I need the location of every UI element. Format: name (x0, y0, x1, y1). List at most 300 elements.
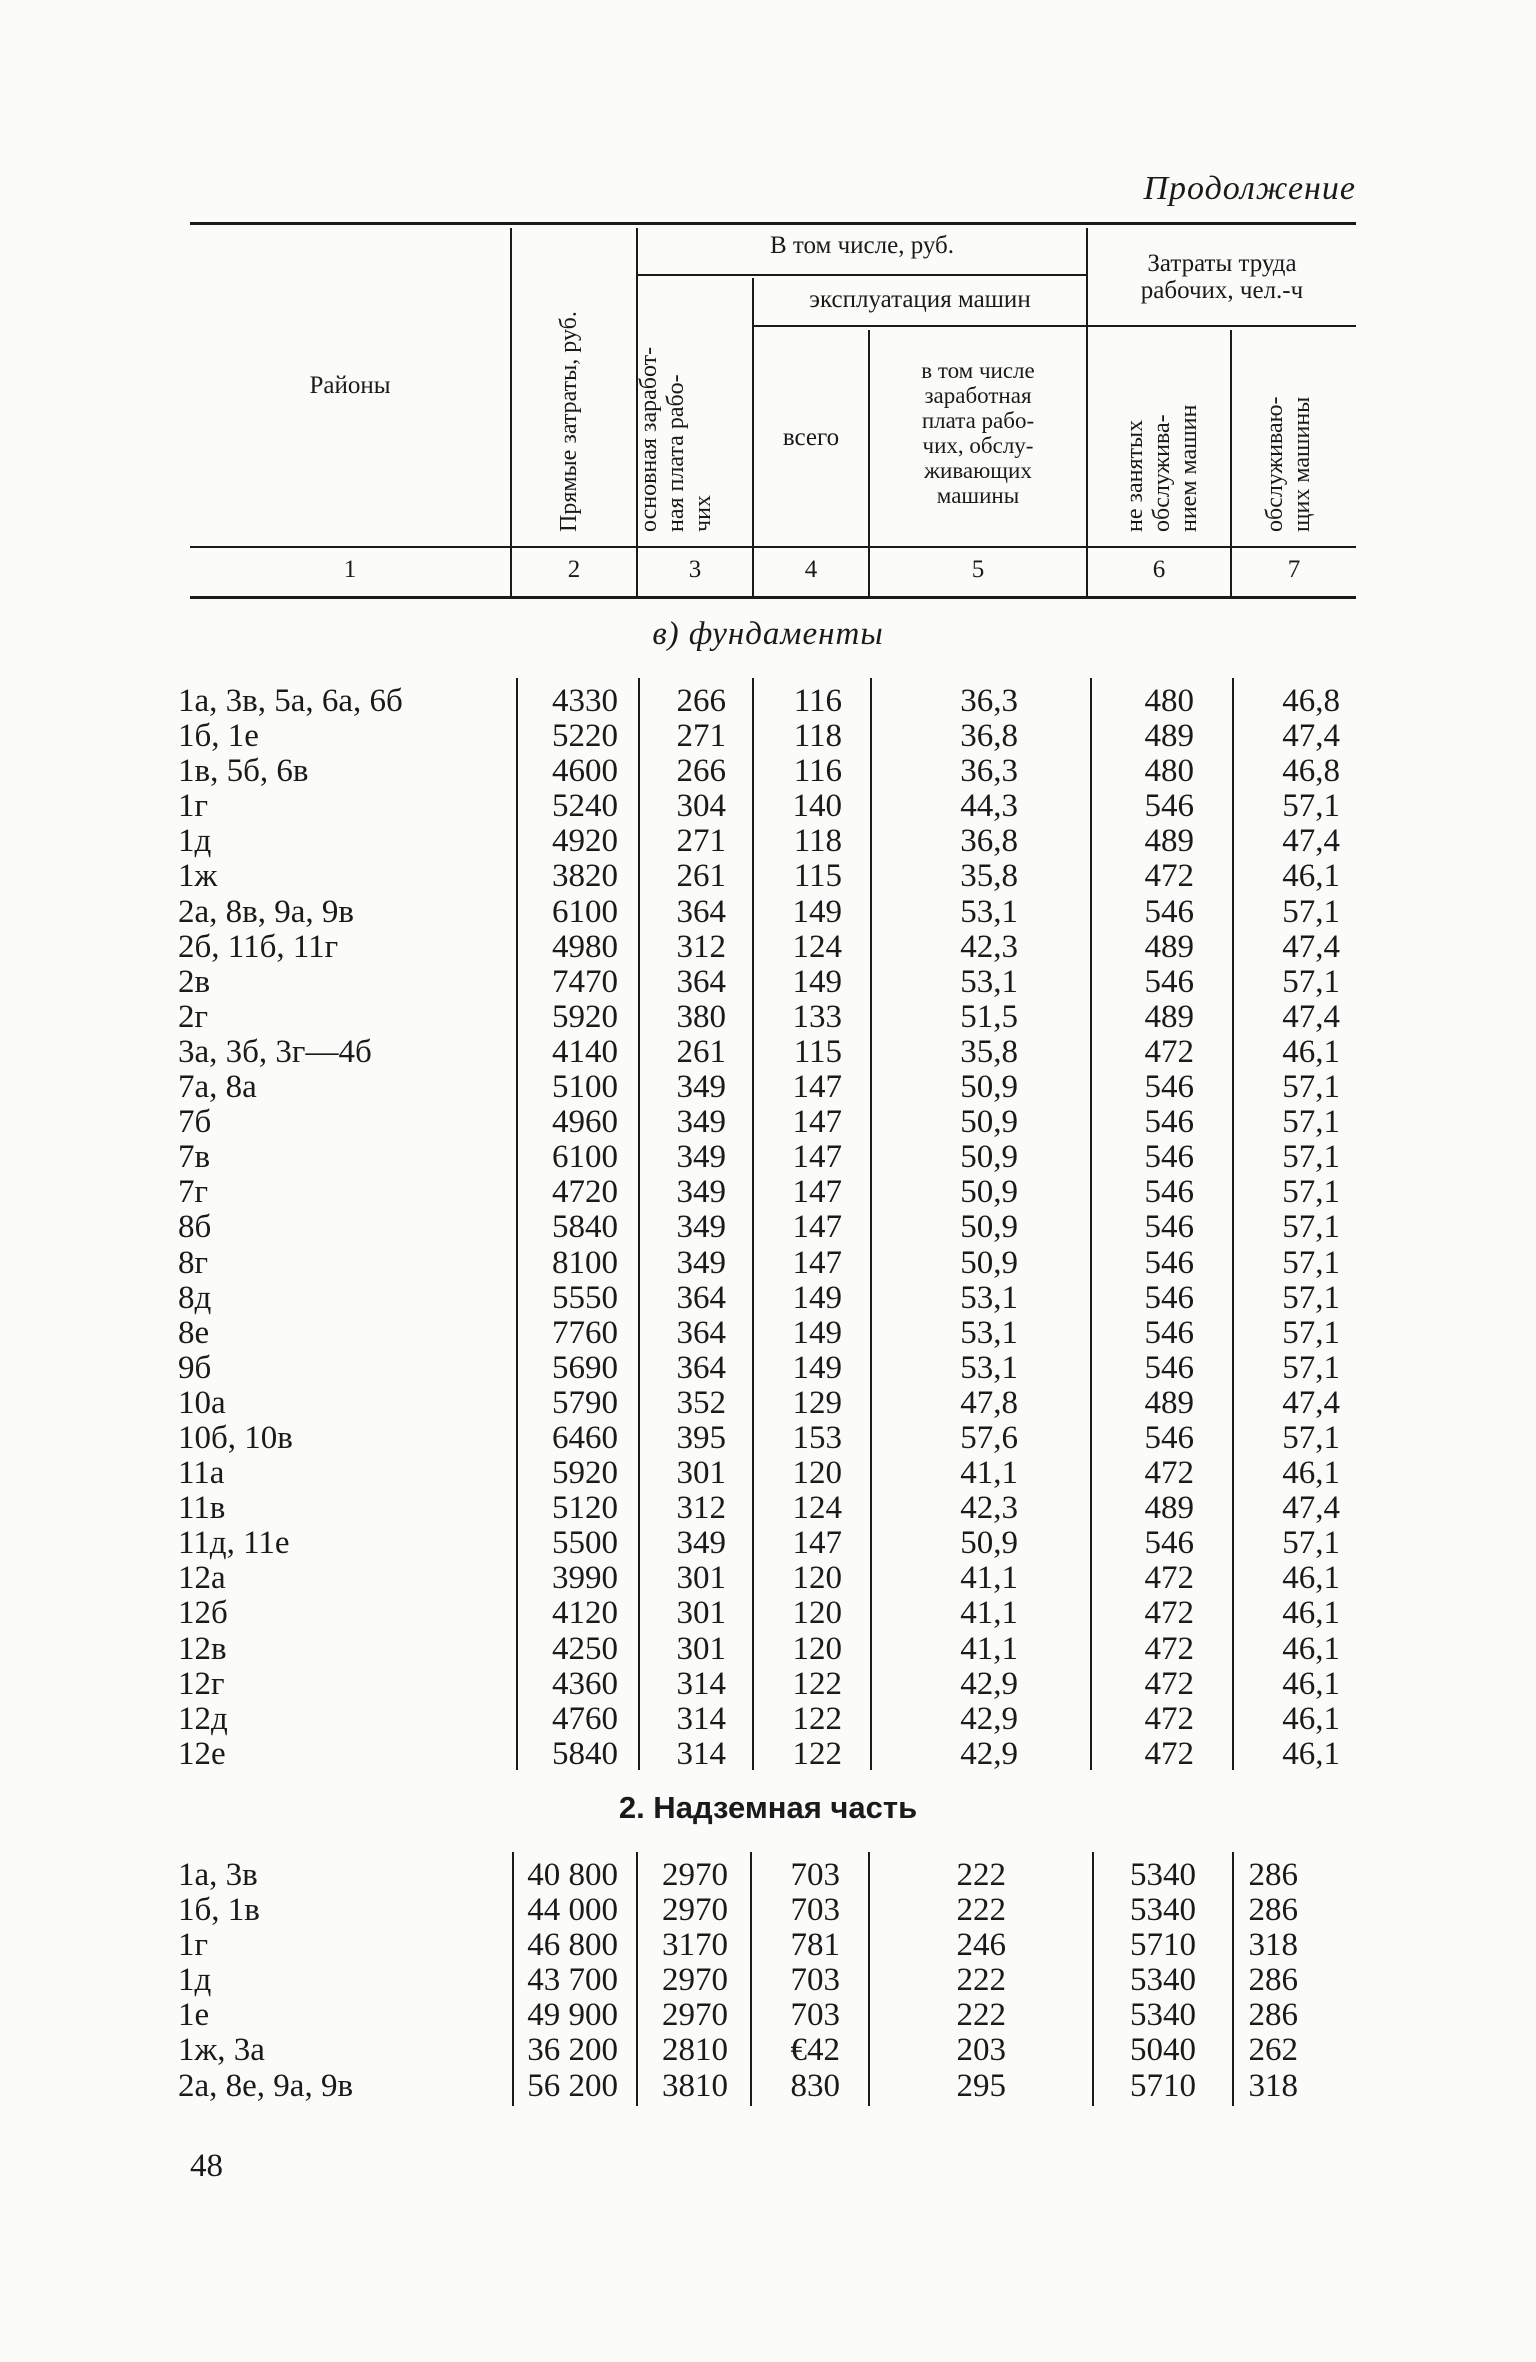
value-cell-c4: 115 (793, 1033, 842, 1070)
region-cell: 12е (178, 1735, 226, 1772)
value-cell-c2: 6100 (552, 1139, 618, 1176)
region-cell: 11а (178, 1455, 225, 1492)
value-cell-c7: 46,8 (1282, 683, 1340, 719)
value-cell-c6: 489 (1144, 998, 1194, 1035)
value-cell-c3: 352 (676, 1384, 726, 1421)
above-ground-rows (0, 1858, 1536, 2104)
table-row (0, 1561, 1536, 1596)
value-cell-c2: 4720 (552, 1174, 618, 1211)
section-title-foundations: в) фундаменты (652, 616, 884, 652)
value-cell-c5: 36,3 (960, 683, 1018, 719)
value-cell-c4: 120 (792, 1630, 842, 1667)
region-cell: 1а, 3в (178, 1857, 258, 1893)
value-cell-c5: 36,8 (960, 718, 1018, 755)
header-subrule (754, 325, 1086, 327)
value-cell-c3: 314 (676, 1700, 726, 1737)
value-cell-c2: 5840 (552, 1735, 618, 1772)
header-labor-costs: Затраты труда рабочих, чел.-ч (1140, 250, 1304, 304)
table-row (0, 1928, 1536, 1963)
value-cell-c2: 3990 (552, 1560, 618, 1597)
value-cell-c2: 3820 (552, 858, 618, 895)
value-cell-c3: 349 (676, 1244, 726, 1281)
value-cell-c7: 46,1 (1282, 1595, 1340, 1632)
table-row (0, 719, 1536, 754)
value-cell-c2: 5790 (552, 1384, 618, 1421)
value-cell-c4: 147 (792, 1139, 842, 1176)
value-cell-c4: €42 (790, 2032, 840, 2069)
value-cell-c6: 5040 (1130, 2032, 1196, 2069)
value-cell-c4: 115 (793, 858, 842, 895)
value-cell-c6: 546 (1144, 788, 1194, 825)
value-cell-c4: 703 (790, 1892, 840, 1929)
value-cell-c6: 546 (1144, 1525, 1194, 1562)
value-cell-c6: 489 (1144, 718, 1194, 755)
region-cell: 7а, 8а (178, 1069, 257, 1106)
value-cell-c6: 489 (1144, 928, 1194, 965)
value-cell-c2: 4960 (552, 1104, 618, 1141)
value-cell-c4: 118 (793, 718, 842, 755)
value-cell-c5: 42,9 (960, 1735, 1018, 1772)
table-row (0, 824, 1536, 859)
col-number: 5 (971, 556, 985, 583)
region-cell: 3а, 3б, 3г—4б (178, 1033, 372, 1070)
value-cell-c3: 312 (676, 928, 726, 965)
value-cell-c5: 47,8 (960, 1384, 1018, 1421)
value-cell-c2: 5220 (552, 718, 618, 755)
value-cell-c6: 546 (1144, 1069, 1194, 1106)
value-cell-c5: 50,9 (960, 1244, 1018, 1281)
region-cell: 12в (178, 1630, 227, 1667)
region-cell: 1г (178, 788, 209, 825)
value-cell-c4: 122 (792, 1735, 842, 1772)
value-cell-c7: 57,1 (1282, 893, 1340, 930)
value-cell-c7: 57,1 (1282, 1314, 1340, 1351)
region-cell: 1ж (178, 858, 218, 895)
value-cell-c2: 4920 (552, 823, 618, 860)
value-cell-c7: 57,1 (1282, 788, 1340, 825)
header-including: В том числе, руб. (769, 232, 955, 259)
value-cell-c3: 261 (676, 1033, 726, 1070)
foundations-rows (0, 684, 1536, 1772)
value-cell-c2: 56 200 (527, 2067, 618, 2104)
value-cell-c2: 4600 (552, 753, 618, 790)
value-cell-c7: 46,1 (1282, 1735, 1340, 1772)
table-row (0, 1667, 1536, 1702)
value-cell-c5: 53,1 (960, 1349, 1018, 1386)
value-cell-c5: 41,1 (960, 1595, 1018, 1632)
header-servicing: обслуживаю- щих машины (1262, 396, 1315, 532)
value-cell-c2: 40 800 (527, 1857, 618, 1893)
value-cell-c7: 286 (1248, 1997, 1298, 2034)
value-cell-c6: 546 (1144, 1419, 1194, 1456)
table-row (0, 1316, 1536, 1351)
value-cell-c2: 6100 (552, 893, 618, 930)
region-cell: 8г (178, 1244, 209, 1281)
value-cell-c7: 46,1 (1282, 1033, 1340, 1070)
value-cell-c6: 546 (1144, 1244, 1194, 1281)
value-cell-c7: 57,1 (1282, 1104, 1340, 1141)
table-row (0, 1351, 1536, 1386)
header-subrule (638, 274, 1086, 276)
value-cell-c3: 2810 (662, 2032, 728, 2069)
value-cell-c7: 46,1 (1282, 1700, 1340, 1737)
table-row (0, 1893, 1536, 1928)
header-divider (752, 548, 754, 596)
value-cell-c5: 53,1 (960, 893, 1018, 930)
region-cell: 10а (178, 1384, 226, 1421)
value-cell-c4: 133 (792, 998, 842, 1035)
value-cell-c4: 116 (793, 753, 842, 790)
region-cell: 1е (178, 1997, 210, 2034)
table-row (0, 1737, 1536, 1772)
col-number: 7 (1287, 556, 1301, 583)
region-cell: 9б (178, 1349, 212, 1386)
value-cell-c5: 36,8 (960, 823, 1018, 860)
header-divider (510, 228, 512, 546)
table-row (0, 1386, 1536, 1421)
table-row (0, 2069, 1536, 2104)
value-cell-c5: 35,8 (960, 858, 1018, 895)
table-row (0, 1105, 1536, 1140)
table-row (0, 1140, 1536, 1175)
table-row (0, 1000, 1536, 1035)
region-cell: 2а, 8е, 9а, 9в (178, 2067, 354, 2104)
value-cell-c4: 149 (792, 893, 842, 930)
table-row (0, 1998, 1536, 2033)
value-cell-c2: 4980 (552, 928, 618, 965)
region-cell: 2б, 11б, 11г (178, 928, 339, 965)
table-row (0, 1456, 1536, 1491)
header-divider (510, 548, 512, 596)
value-cell-c3: 314 (676, 1735, 726, 1772)
value-cell-c7: 262 (1248, 2032, 1298, 2069)
value-cell-c7: 46,1 (1282, 1630, 1340, 1667)
region-cell: 1б, 1е (178, 718, 259, 755)
value-cell-c4: 120 (792, 1595, 842, 1632)
header-machine-operation: эксплуатация машин (809, 286, 1031, 313)
value-cell-c5: 57,6 (960, 1419, 1018, 1456)
header-subrule (1088, 325, 1356, 327)
value-cell-c7: 46,8 (1282, 753, 1340, 790)
value-cell-c5: 222 (956, 1997, 1006, 2034)
value-cell-c3: 2970 (662, 1857, 728, 1893)
region-cell: 12б (178, 1595, 228, 1632)
value-cell-c7: 57,1 (1282, 1349, 1340, 1386)
value-cell-c7: 46,1 (1282, 1560, 1340, 1597)
value-cell-c2: 44 000 (527, 1892, 618, 1929)
value-cell-c2: 7470 (552, 963, 618, 1000)
value-cell-c2: 6460 (552, 1419, 618, 1456)
value-cell-c4: 830 (790, 2067, 840, 2104)
value-cell-c6: 489 (1144, 1384, 1194, 1421)
header-including-wage: в том числе заработная плата рабо- чих, обслу- живающих машины (921, 358, 1035, 508)
table-row (0, 965, 1536, 1000)
value-cell-c3: 349 (676, 1174, 726, 1211)
value-cell-c5: 42,9 (960, 1700, 1018, 1737)
value-cell-c4: 703 (790, 1997, 840, 2034)
value-cell-c3: 364 (676, 1349, 726, 1386)
region-cell: 1д (178, 1962, 212, 1999)
value-cell-c2: 4250 (552, 1630, 618, 1667)
value-cell-c4: 140 (792, 788, 842, 825)
col-number: 6 (1152, 556, 1166, 583)
value-cell-c6: 546 (1144, 1174, 1194, 1211)
value-cell-c2: 4140 (552, 1033, 618, 1070)
value-cell-c7: 57,1 (1282, 1279, 1340, 1316)
value-cell-c6: 489 (1144, 1490, 1194, 1527)
value-cell-c3: 380 (676, 998, 726, 1035)
header-bottom-rule (190, 546, 1356, 548)
region-cell: 1в, 5б, 6в (178, 753, 309, 790)
value-cell-c4: 124 (792, 928, 842, 965)
value-cell-c3: 3810 (662, 2067, 728, 2104)
table-row (0, 1702, 1536, 1737)
value-cell-c6: 472 (1144, 1665, 1194, 1702)
value-cell-c5: 50,9 (960, 1525, 1018, 1562)
value-cell-c5: 35,8 (960, 1033, 1018, 1070)
value-cell-c4: 149 (792, 1279, 842, 1316)
header-not-busy: не занятых обслужива- нием машин (1122, 404, 1202, 532)
value-cell-c4: 149 (792, 1349, 842, 1386)
header-divider (868, 548, 870, 596)
section-title-above-ground: 2. Надземная часть (618, 1790, 918, 1825)
value-cell-c3: 395 (676, 1419, 726, 1456)
value-cell-c6: 472 (1144, 1560, 1194, 1597)
value-cell-c3: 349 (676, 1209, 726, 1246)
region-cell: 8б (178, 1209, 212, 1246)
numbers-bottom-rule (190, 596, 1356, 599)
value-cell-c6: 546 (1144, 1349, 1194, 1386)
value-cell-c3: 349 (676, 1139, 726, 1176)
col-number: 3 (688, 556, 702, 583)
value-cell-c5: 50,9 (960, 1174, 1018, 1211)
region-cell: 1б, 1в (178, 1892, 260, 1929)
value-cell-c4: 120 (792, 1455, 842, 1492)
value-cell-c3: 314 (676, 1665, 726, 1702)
value-cell-c7: 57,1 (1282, 1209, 1340, 1246)
value-cell-c6: 472 (1144, 1455, 1194, 1492)
value-cell-c2: 7760 (552, 1314, 618, 1351)
value-cell-c2: 8100 (552, 1244, 618, 1281)
table-row (0, 684, 1536, 719)
value-cell-c7: 57,1 (1282, 963, 1340, 1000)
header-total: всего (782, 424, 840, 451)
value-cell-c3: 271 (676, 718, 726, 755)
value-cell-c4: 149 (792, 963, 842, 1000)
value-cell-c5: 222 (956, 1892, 1006, 1929)
value-cell-c3: 2970 (662, 1892, 728, 1929)
region-cell: 12д (178, 1700, 228, 1737)
value-cell-c3: 304 (676, 788, 726, 825)
value-cell-c6: 5340 (1130, 1857, 1196, 1893)
value-cell-c3: 301 (676, 1455, 726, 1492)
value-cell-c6: 5340 (1130, 1997, 1196, 2034)
value-cell-c6: 546 (1144, 1314, 1194, 1351)
region-cell: 12а (178, 1560, 226, 1597)
region-cell: 7в (178, 1139, 211, 1176)
table-row (0, 1963, 1536, 1998)
value-cell-c4: 147 (792, 1174, 842, 1211)
value-cell-c2: 49 900 (527, 1997, 618, 2034)
value-cell-c6: 5340 (1130, 1892, 1196, 1929)
value-cell-c2: 5920 (552, 1455, 618, 1492)
header-direct-costs: Прямые затраты, руб. (556, 311, 582, 532)
value-cell-c6: 5340 (1130, 1962, 1196, 1999)
value-cell-c6: 5710 (1130, 1927, 1196, 1964)
value-cell-c7: 57,1 (1282, 1139, 1340, 1176)
value-cell-c3: 349 (676, 1525, 726, 1562)
value-cell-c7: 47,4 (1282, 998, 1340, 1035)
table-row (0, 1246, 1536, 1281)
value-cell-c5: 42,3 (960, 928, 1018, 965)
value-cell-c3: 364 (676, 1279, 726, 1316)
value-cell-c5: 42,9 (960, 1665, 1018, 1702)
value-cell-c6: 546 (1144, 1209, 1194, 1246)
value-cell-c4: 147 (792, 1069, 842, 1106)
value-cell-c5: 41,1 (960, 1630, 1018, 1667)
value-cell-c7: 47,4 (1282, 718, 1340, 755)
region-cell: 12г (178, 1665, 225, 1702)
table-row (0, 789, 1536, 824)
value-cell-c7: 286 (1248, 1857, 1298, 1893)
header-base-wage: основная заработ- ная плата рабо- чих (636, 346, 716, 532)
page-number: 48 (190, 2148, 223, 2184)
value-cell-c5: 41,1 (960, 1455, 1018, 1492)
header-divider (1230, 548, 1232, 596)
value-cell-c2: 5920 (552, 998, 618, 1035)
value-cell-c4: 147 (792, 1244, 842, 1281)
value-cell-c4: 116 (793, 683, 842, 719)
value-cell-c2: 4360 (552, 1665, 618, 1702)
value-cell-c5: 51,5 (960, 998, 1018, 1035)
value-cell-c5: 50,9 (960, 1069, 1018, 1106)
value-cell-c3: 349 (676, 1069, 726, 1106)
value-cell-c7: 47,4 (1282, 823, 1340, 860)
value-cell-c3: 301 (676, 1560, 726, 1597)
value-cell-c7: 57,1 (1282, 1525, 1340, 1562)
value-cell-c2: 5690 (552, 1349, 618, 1386)
table-row (0, 1070, 1536, 1105)
value-cell-c4: 703 (790, 1962, 840, 1999)
value-cell-c6: 546 (1144, 1139, 1194, 1176)
value-cell-c3: 364 (676, 963, 726, 1000)
value-cell-c6: 480 (1144, 683, 1194, 719)
region-cell: 7б (178, 1104, 212, 1141)
value-cell-c5: 50,9 (960, 1104, 1018, 1141)
value-cell-c3: 312 (676, 1490, 726, 1527)
header-divider (1230, 330, 1232, 546)
value-cell-c4: 149 (792, 1314, 842, 1351)
value-cell-c4: 122 (792, 1665, 842, 1702)
continuation-label: Продолжение (1143, 170, 1356, 207)
value-cell-c5: 42,3 (960, 1490, 1018, 1527)
value-cell-c4: 147 (792, 1104, 842, 1141)
value-cell-c6: 472 (1144, 1595, 1194, 1632)
value-cell-c3: 349 (676, 1104, 726, 1141)
value-cell-c2: 4760 (552, 1700, 618, 1737)
value-cell-c6: 546 (1144, 1279, 1194, 1316)
table-row (0, 1632, 1536, 1667)
value-cell-c4: 118 (793, 823, 842, 860)
value-cell-c5: 53,1 (960, 1279, 1018, 1316)
value-cell-c2: 5550 (552, 1279, 618, 1316)
value-cell-c5: 44,3 (960, 788, 1018, 825)
region-cell: 10б, 10в (178, 1419, 293, 1456)
value-cell-c7: 46,1 (1282, 1455, 1340, 1492)
value-cell-c4: 129 (792, 1384, 842, 1421)
value-cell-c5: 295 (956, 2067, 1006, 2104)
value-cell-c6: 546 (1144, 1104, 1194, 1141)
value-cell-c2: 46 800 (527, 1927, 618, 1964)
value-cell-c5: 222 (956, 1962, 1006, 1999)
table-row (0, 754, 1536, 789)
value-cell-c4: 147 (792, 1209, 842, 1246)
col-number: 2 (567, 556, 581, 583)
value-cell-c5: 203 (956, 2032, 1006, 2069)
value-cell-c6: 546 (1144, 963, 1194, 1000)
col-number: 4 (804, 556, 818, 583)
value-cell-c2: 5240 (552, 788, 618, 825)
value-cell-c7: 286 (1248, 1892, 1298, 1929)
value-cell-c2: 5500 (552, 1525, 618, 1562)
table-row (0, 1526, 1536, 1561)
header-divider (752, 278, 754, 546)
value-cell-c7: 47,4 (1282, 1490, 1340, 1527)
value-cell-c4: 781 (790, 1927, 840, 1964)
value-cell-c3: 261 (676, 858, 726, 895)
region-cell: 8д (178, 1279, 212, 1316)
table-row (0, 1421, 1536, 1456)
value-cell-c5: 41,1 (960, 1560, 1018, 1597)
value-cell-c2: 5840 (552, 1209, 618, 1246)
table-row (0, 1175, 1536, 1210)
region-cell: 7г (178, 1174, 209, 1211)
value-cell-c7: 46,1 (1282, 1665, 1340, 1702)
value-cell-c6: 472 (1144, 1700, 1194, 1737)
value-cell-c4: 124 (792, 1490, 842, 1527)
value-cell-c2: 5120 (552, 1490, 618, 1527)
value-cell-c5: 50,9 (960, 1209, 1018, 1246)
value-cell-c5: 246 (956, 1927, 1006, 1964)
table-row (0, 2033, 1536, 2068)
value-cell-c6: 472 (1144, 1735, 1194, 1772)
value-cell-c5: 222 (956, 1857, 1006, 1893)
value-cell-c3: 364 (676, 893, 726, 930)
value-cell-c7: 46,1 (1282, 858, 1340, 895)
region-cell: 8е (178, 1314, 210, 1351)
value-cell-c6: 5710 (1130, 2067, 1196, 2104)
value-cell-c4: 153 (792, 1419, 842, 1456)
header-top-rule (190, 222, 1356, 225)
value-cell-c2: 4330 (552, 683, 618, 719)
value-cell-c7: 318 (1248, 1927, 1298, 1964)
table-row (0, 895, 1536, 930)
table-row (0, 1281, 1536, 1316)
region-cell: 2в (178, 963, 211, 1000)
table-row (0, 1596, 1536, 1631)
value-cell-c4: 147 (792, 1525, 842, 1562)
value-cell-c2: 43 700 (527, 1962, 618, 1999)
value-cell-c4: 120 (792, 1560, 842, 1597)
table-row (0, 930, 1536, 965)
value-cell-c3: 301 (676, 1630, 726, 1667)
value-cell-c7: 47,4 (1282, 1384, 1340, 1421)
value-cell-c3: 364 (676, 1314, 726, 1351)
value-cell-c7: 57,1 (1282, 1244, 1340, 1281)
value-cell-c3: 2970 (662, 1997, 728, 2034)
value-cell-c3: 3170 (662, 1927, 728, 1964)
value-cell-c6: 480 (1144, 753, 1194, 790)
